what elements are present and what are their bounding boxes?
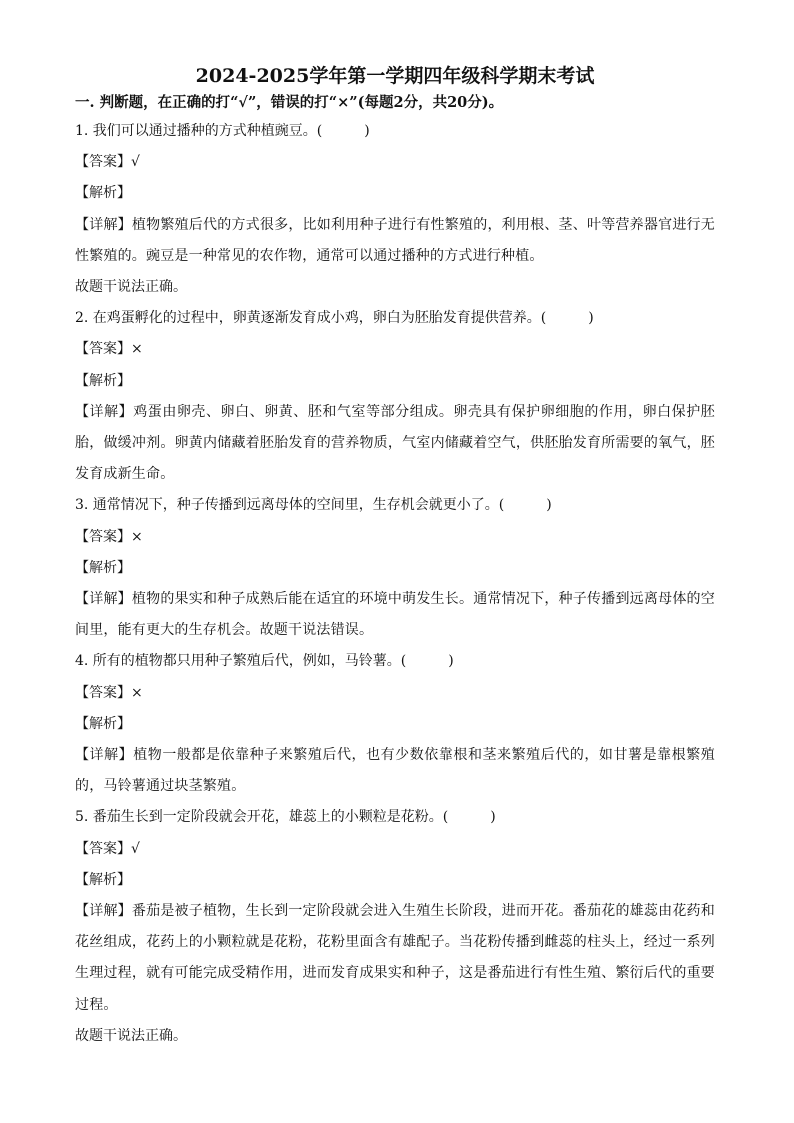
answer-value: × <box>131 684 143 701</box>
detail-label: 【详解】 <box>75 747 134 764</box>
question-item-2 <box>75 303 715 490</box>
exam-title: 2024-2025学年第一学期四年级科学期末考试 <box>195 65 595 87</box>
analysis-label: 【解析】 <box>75 871 131 888</box>
answer-value: √ <box>131 840 140 857</box>
question-text: 5. 番茄生长到一定阶段就会开花，雄蕊上的小颗粒是花粉。( ) <box>75 809 496 826</box>
detail-label: 【详解】 <box>75 903 132 920</box>
detail-text: 鸡蛋由卵壳、卵白、卵黄、胚和气室等部分组成。卵壳具有保护卵细胞的作用，卵白保护胚胎，做缓冲剂。卵黄内储藏着胚胎发育的营养物质，气室内储藏着空气，供胚胎发育所需要的氧气，胚发育成新生命。 <box>75 403 715 483</box>
document-page <box>75 62 715 1052</box>
question-text: 2. 在鸡蛋孵化的过程中，卵黄逐渐发育成小鸡，卵白为胚胎发育提供营养。( ) <box>75 310 594 327</box>
answer-label: 【答案】 <box>75 684 131 701</box>
detail-label: 【详解】 <box>75 216 132 233</box>
section-heading: 一. 判断题，在正确的打“√”，错误的打“×”(每题2分，共20分)。 <box>75 94 504 111</box>
detail-text: 植物的果实和种子成熟后能在适宜的环境中萌发生长。通常情况下，种子传播到远离母体的空间里，能有更大的生存机会。故题干说法错误。 <box>75 591 715 639</box>
question-text: 1. 我们可以通过播种的方式种植豌豆。( ) <box>75 123 370 139</box>
answer-line <box>75 678 715 709</box>
detail-paragraph <box>75 740 715 802</box>
answer-line <box>75 522 715 553</box>
analysis-label: 【解析】 <box>75 372 131 389</box>
question-text: 4. 所有的植物都只用种子繁殖后代，例如，马铃薯。( ) <box>75 653 454 670</box>
analysis-label: 【解析】 <box>75 715 131 732</box>
answer-value: × <box>131 528 143 545</box>
detail-label: 【详解】 <box>75 591 132 608</box>
answer-label: 【答案】 <box>75 840 131 857</box>
detail-paragraph <box>75 210 715 272</box>
analysis-label: 【解析】 <box>75 185 131 202</box>
detail-label: 【详解】 <box>75 403 134 420</box>
detail-text: 植物一般都是依靠种子来繁殖后代，也有少数依靠根和茎来繁殖后代的，如甘薯是靠根繁殖的，马铃薯通过块茎繁殖。 <box>75 747 715 795</box>
question-text: 3. 通常情况下，种子传播到远离母体的空间里，生存机会就更小了。( ) <box>75 497 552 514</box>
answer-label: 【答案】 <box>75 154 131 171</box>
detail-text: 番茄是被子植物，生长到一定阶段就会进入生殖生长阶段，进而开花。番茄花的雄蕊由花药和花丝组成，花药上的小颗粒就是花粉，花粉里面含有雄配子。当花粉传播到雌蕊的柱头上，经过一系列生理过程，就有可能完成受精作用，进而发育成果实和种子，这是番茄进行有性生殖、繁衍后代的重要过程。 <box>75 903 715 1013</box>
answer-label: 【答案】 <box>75 528 131 545</box>
answer-value: × <box>131 341 143 358</box>
answer-line <box>75 334 715 365</box>
answer-line <box>75 147 715 178</box>
answer-value: √ <box>131 154 140 171</box>
detail-text: 植物繁殖后代的方式很多，比如利用种子进行有性繁殖的，利用根、茎、叶等营养器官进行无性繁殖的。豌豆是一种常见的农作物，通常可以通过播种的方式进行种植。 <box>75 216 715 264</box>
question-item-5 <box>75 802 715 1052</box>
conclusion-text: 故题干说法正确。 <box>75 279 187 296</box>
analysis-label: 【解析】 <box>75 559 131 576</box>
conclusion-text: 故题干说法正确。 <box>75 1027 187 1044</box>
detail-paragraph <box>75 584 715 646</box>
detail-paragraph <box>75 397 715 491</box>
answer-label: 【答案】 <box>75 341 131 358</box>
answer-line <box>75 834 715 865</box>
question-item-1 <box>75 116 715 303</box>
question-item-3 <box>75 490 715 646</box>
question-item-4 <box>75 646 715 802</box>
detail-paragraph <box>75 896 715 1021</box>
